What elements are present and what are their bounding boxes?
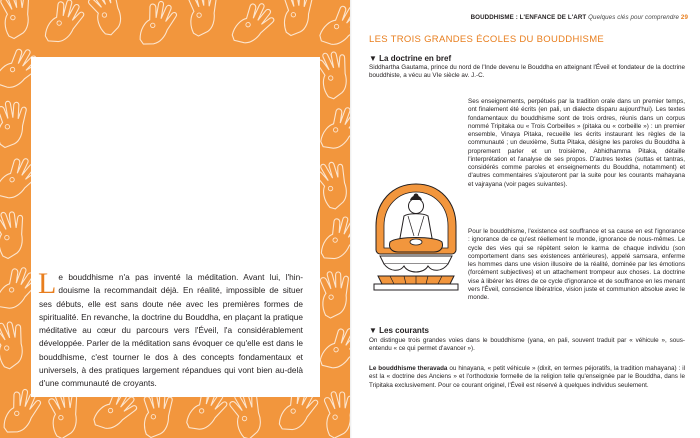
- drop-cap: L: [38, 267, 57, 300]
- intro-box: [31, 57, 320, 397]
- courants-heading: ▼ Les courants: [369, 326, 429, 335]
- doctrine-samsara-paragraph: Pour le bouddhisme, l'existence est souffrance et sa cause en est l'ignorance : ignorance de ce qu'est réellement le monde, ignorance de nous-mêmes. Le cycle des vies qui se répètent selon le karma de chaque individu (son comportement dans ses existences antérieures), appelé samsara, enferme les hommes dans une vision illusoire de la réalité, dominée par les émotions (forcément subjectives) et un attachement trompeur aux choses. La doctrine vise à libérer les êtres de ce cycle d'ignorance et de souffrance en les menant vers l'Éveil, conscience libératrice, vision juste et communion absolue avec le monde.: [468, 228, 685, 301]
- section-title: LES TROIS GRANDES ÉCOLES DU BOUDDHISME: [369, 34, 605, 45]
- running-head-section: BOUDDHISME : L'ENFANCE DE L'ART: [470, 14, 587, 21]
- theravada-paragraph: [369, 365, 685, 390]
- theravada-label: Le bouddhisme theravada: [369, 365, 448, 372]
- intro-text: [38, 267, 303, 391]
- right-page: [350, 0, 700, 438]
- seated-buddha-illustration-icon: [370, 180, 462, 292]
- doctrine-heading: ▼ La doctrine en bref: [369, 54, 452, 63]
- theravada-text: ou hinayana, « petit véhicule » (dixit, en termes péjoratifs, la tradition mahayana) : il est la « doctrine des Anciens » et l'orthodoxie formelle de la religion telle qu'enseignée par le Bouddha, dans le Tripitaka exclusivement. Pour ce courant originel, l'Éveil est réservé à quelques individus seulement.: [369, 365, 685, 389]
- doctrine-texts-paragraph: Ses enseignements, perpétués par la tradition orale dans un premier temps, ont finalement été écrits (en pali, un dialecte disparu aujourd'hui). Les textes fondamentaux du bouddhisme sont de trois ordres, réunis dans un corpus nommé Tripitaka ou « Trois Corbeilles » (pitaka ou « corbeille ») : un premier ensemble, Vinaya Pitaka, recueille les écrits instaurant les règles de la communauté ; un deuxième, Sutta Pitaka, désigne les paroles du Bouddha à proprement parler et un troisième, Abhidhamma Pitaka, détaille l'interprétation et l'analyse de ses propos. D'autres textes (suttas et tantras, considérés comme paroles et enseignements du Bouddha, notamment) et d'autres commentaires s'ajouteront par la suite pour les courants mahayana et vajrayana (voir pages suivantes).: [468, 98, 685, 188]
- running-head-subtitle: Quelques clés pour comprendre: [588, 14, 680, 21]
- running-head: [471, 14, 688, 21]
- intro-paragraph: e bouddhisme n'a pas inventé la méditation. Avant lui, l'hin-douisme la recommandait déjà. En réalité, impossible de situer ses débuts, elle est sans doute née avec les premières formes de spiritualité. En revanche, la doctrine du Bouddha, en plaçant la pratique méditative au cœur du parcours vers l'Éveil, l'a considérablement développée. Parler de la méditation sans évoquer ce qu'elle est dans le bouddhisme, c'est tourner le dos à des concepts fondamentaux et universels, à des pratiques largement répandues qui vont bien au-delà d'une communauté de croyants.: [39, 272, 303, 389]
- page-number: 29: [680, 14, 688, 21]
- courants-intro-paragraph: On distingue trois grandes voies dans le bouddhisme (yana, en pali, souvent traduit par « véhicule », sous-entendu « ce qui permet d'avancer »).: [369, 337, 685, 353]
- doctrine-intro-paragraph: Siddhartha Gautama, prince du nord de l'Inde devenu le Bouddha en atteignant l'Éveil et fondateur de la doctrine bouddhiste, a vécu au VIe siècle av. J.-C.: [369, 64, 685, 80]
